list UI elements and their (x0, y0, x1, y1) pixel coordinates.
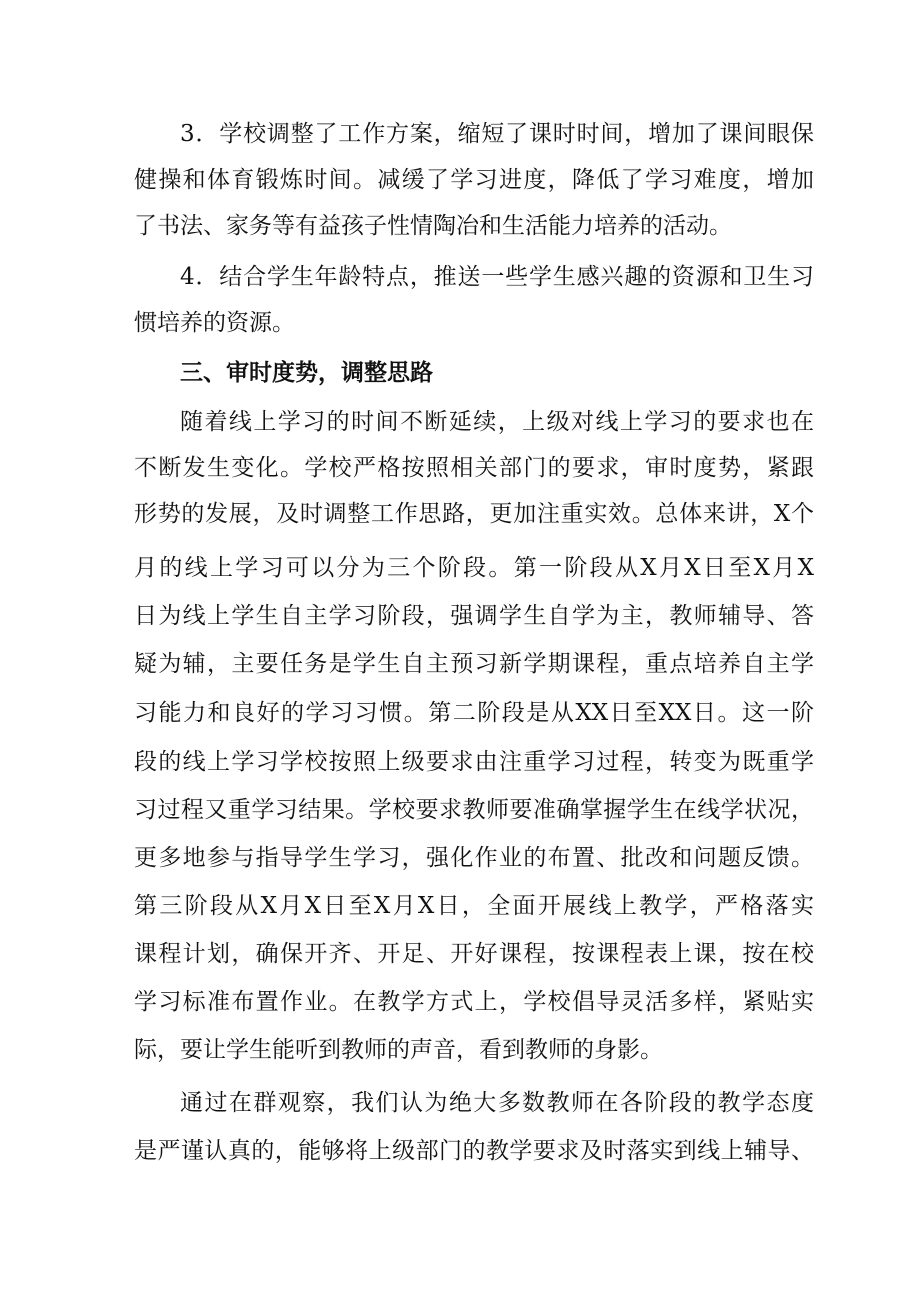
paragraph-line: 不断发生变化。学校严格按照相关部门的要求，审时度势，紧跟 (134, 455, 814, 481)
paragraph-line: 第三阶段从X月X日至X月X日，全面开展线上教学，严格落实 (134, 893, 814, 919)
paragraph-line: 段的线上学习学校按照上级要求由注重学习过程，转变为既重学 (134, 749, 814, 775)
paragraph-line: 习过程又重学习结果。学校要求教师要准确掌握学生在线学状况， (134, 797, 814, 823)
paragraph-line: 随着线上学习的时间不断延续，上级对线上学习的要求也在 (180, 409, 814, 435)
paragraph-line: 学习标准布置作业。在教学方式上，学校倡导灵活多样，紧贴实 (134, 989, 814, 1015)
section-heading: 三、审时度势，调整思路 (180, 360, 433, 386)
paragraph-line: 4．结合学生年龄特点，推送一些学生感兴趣的资源和卫生习 (180, 264, 814, 290)
paragraph-line: 课程计划，确保开齐、开足、开好课程，按课程表上课，按在校 (134, 941, 814, 967)
paragraph-line: 健操和体育锻炼时间。减缓了学习进度，降低了学习难度，增加 (134, 167, 814, 193)
paragraph-line: 形势的发展，及时调整工作思路，更加注重实效。总体来讲，X个 (134, 501, 814, 527)
paragraph-line: 月的线上学习可以分为三个阶段。第一阶段从X月X日至X月X (134, 555, 814, 581)
paragraph-line: 日为线上学生自主学习阶段，强调学生自学为主，教师辅导、答 (134, 603, 814, 629)
paragraph-line: 际，要让学生能听到教师的声音，看到教师的身影。 (134, 1037, 663, 1063)
paragraph-line: 3．学校调整了工作方案，缩短了课时时间，增加了课间眼保 (180, 121, 814, 147)
paragraph-line: 习能力和良好的学习习惯。第二阶段是从XX日至XX日。这一阶 (134, 700, 814, 726)
paragraph-line: 惯培养的资源。 (134, 310, 295, 336)
paragraph-line: 是严谨认真的，能够将上级部门的教学要求及时落实到线上辅导、 (134, 1138, 814, 1164)
paragraph-line: 了书法、家务等有益孩子性情陶冶和生活能力培养的活动。 (134, 213, 732, 239)
paragraph-line: 疑为辅，主要任务是学生自主预习新学期课程，重点培养自主学 (134, 651, 814, 677)
paragraph-line: 更多地参与指导学生学习，强化作业的布置、批改和问题反馈。 (134, 845, 814, 871)
paragraph-line: 通过在群观察，我们认为绝大多数教师在各阶段的教学态度 (180, 1090, 814, 1116)
